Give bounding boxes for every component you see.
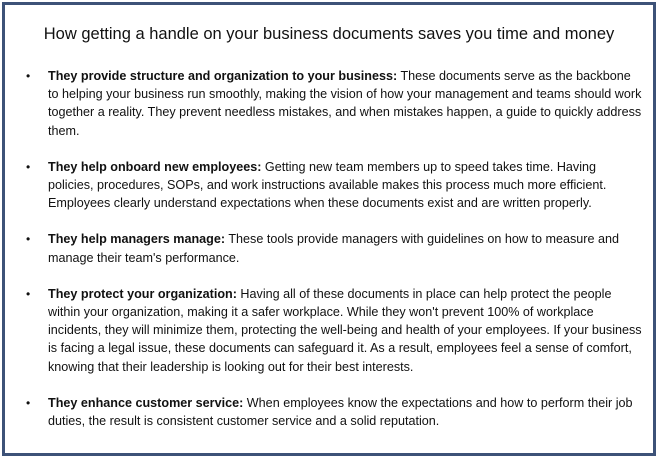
item-body: Getting new team members up to speed takes time. Having policies, procedures, SOPs, and work instructions available makes this process much more efficient. Employees clearly understand expectations when these documents exist and are written properly. <box>48 159 607 211</box>
item-body: These documents serve as the backbone to helping your business run smoothly, making the vision of how your management and teams should work together a reality. They prevent needless mistakes, and when mistakes happen, a guide to quickly address them. <box>48 69 642 138</box>
benefits-list <box>19 67 643 448</box>
item-heading: They enhance customer service: <box>48 395 244 410</box>
item-heading: They help managers manage: <box>48 232 226 247</box>
item-heading: They protect your organization: <box>48 286 237 301</box>
bullet-icon: • <box>26 69 31 83</box>
list-item <box>19 158 643 213</box>
item-body: These tools provide managers with guidelines on how to measure and manage their team's performance. <box>48 232 619 265</box>
bullet-icon: • <box>26 159 31 174</box>
item-heading: They provide structure and organization to your business: <box>48 69 398 83</box>
document-title: How getting a handle on your business documents saves you time and money <box>43 25 615 43</box>
item-heading: They help onboard new employees: <box>48 159 262 174</box>
bullet-icon: • <box>26 395 31 410</box>
document-frame <box>2 2 656 456</box>
item-body: Having all of these documents in place can help protect the people within your organization, making it a safer workplace. While they won't prevent 100% of workplace incidents, they will minimize them, protecting the well-being and health of your employees. If your business is facing a legal issue, these documents can safeguard it. As a result, employees feel a sense of comfort, knowing that their leadership is looking out for their best interests. <box>48 286 642 374</box>
list-item <box>19 394 643 430</box>
list-item <box>19 230 643 266</box>
list-item <box>19 285 643 376</box>
bullet-icon: • <box>26 286 31 301</box>
item-body: When employees know the expectations and how to perform their job duties, the result is consistent customer service and a solid reputation. <box>48 395 633 429</box>
list-item <box>19 67 643 140</box>
bullet-icon: • <box>26 232 31 247</box>
